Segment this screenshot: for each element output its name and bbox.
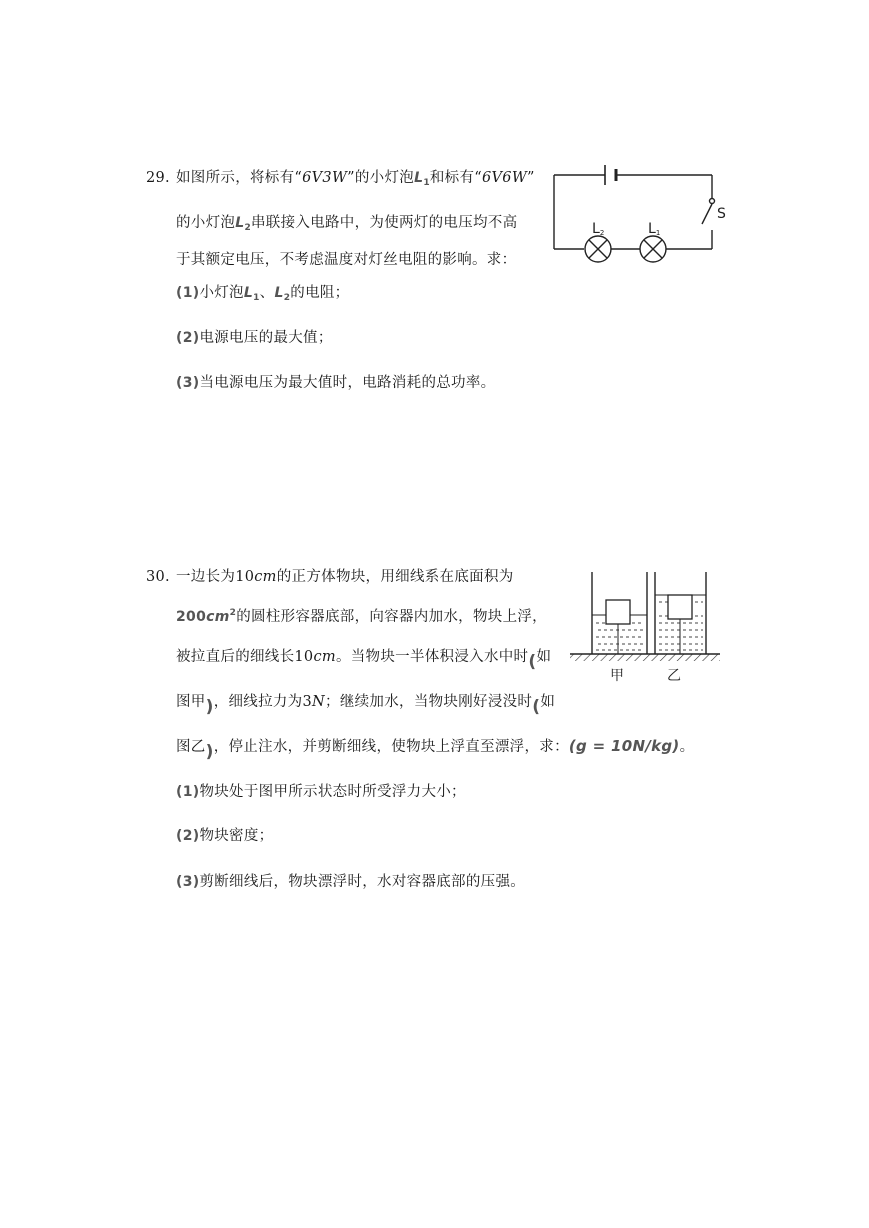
container-a-label: 甲 (610, 668, 624, 684)
lamp-left-label (592, 221, 604, 237)
q30-sub-1 (176, 782, 466, 802)
q29-sub-3 (176, 373, 495, 393)
text: 图甲 (176, 694, 206, 710)
question-number (146, 567, 170, 587)
text: 。当物块一半体积浸入水中时 (335, 649, 529, 665)
container-a (592, 572, 647, 654)
sub-number: (3) (176, 874, 200, 890)
sub-number: (1) (176, 285, 200, 301)
lamp-label: L (592, 221, 600, 237)
q29-line-3 (176, 250, 516, 270)
question-number (146, 168, 170, 188)
symbol-L2 (235, 215, 251, 231)
q30-sub-3 (176, 872, 525, 892)
container-b (655, 572, 706, 654)
text: 的小灯泡 (176, 215, 236, 231)
rating-1: 6V3W (302, 170, 348, 186)
text: 小灯泡 (199, 285, 244, 301)
value: 3 (302, 694, 313, 710)
subscript: 2 (244, 223, 251, 233)
q29-line-1 (176, 168, 535, 193)
symbol-L1 (244, 285, 260, 301)
rating-2: 6V6W (482, 170, 528, 186)
paren-open: ( (532, 697, 541, 717)
text: 的圆柱形容器底部，向容器内加水，物块上浮， (236, 609, 547, 625)
paren-open: ( (528, 652, 537, 672)
g-expression: (g = 10N/kg) (568, 737, 680, 755)
text: ，细线拉力为 (213, 694, 303, 710)
sub-number: (3) (176, 375, 200, 391)
q30-sub-2 (176, 826, 273, 846)
area-unit: cm (206, 609, 230, 625)
text: 。 (679, 739, 695, 755)
symbol: L (414, 170, 424, 186)
q29-sub-1 (176, 283, 349, 308)
sub-number: (2) (176, 828, 200, 844)
text: 于其额定电压，不考虑温度对灯丝电阻的影响。求： (176, 252, 517, 268)
text: ”的小灯泡 (347, 170, 415, 186)
symbol-L2 (274, 285, 290, 301)
lamp-sub: 2 (599, 229, 605, 237)
q30-line-2 (176, 603, 547, 627)
q30-number: 30. (146, 569, 170, 585)
subscript: 1 (423, 178, 430, 188)
q30-line-5 (176, 736, 695, 762)
ground-hatch (570, 654, 720, 661)
text: 被拉直后的细线长 (176, 649, 295, 665)
text: ，停止注水，并剪断细线，使物块上浮直至漂浮，求： (213, 739, 569, 755)
unit: cm (313, 649, 336, 665)
container-b-label: 乙 (667, 668, 681, 684)
q30-line-3 (176, 646, 552, 672)
q30-line-1 (176, 567, 514, 587)
symbol-L1 (414, 170, 430, 186)
text: 物块处于图甲所示状态时所受浮力大小； (199, 784, 466, 800)
text: ” (527, 170, 535, 186)
area-value: 200 (176, 609, 207, 625)
paren-close: ) (205, 697, 214, 717)
sub-number: (1) (176, 784, 200, 800)
text: 、 (259, 285, 275, 301)
circuit-diagram (548, 160, 738, 275)
text: 如 (536, 649, 552, 665)
symbol: L (235, 215, 245, 231)
subscript: 1 (253, 293, 260, 303)
lamp-label: L (648, 221, 656, 237)
value: 10 (235, 569, 255, 585)
paren-close: ) (205, 742, 214, 762)
text: 如 (540, 694, 556, 710)
text: 当电源电压为最大值时，电路消耗的总功率。 (199, 375, 496, 391)
lamp-right-label (648, 221, 660, 237)
text: 剪断细线后，物块漂浮时，水对容器底部的压强。 (199, 874, 526, 890)
unit: cm (254, 569, 277, 585)
unit: N (312, 694, 326, 710)
symbol: L (274, 285, 284, 301)
sub-number: (2) (176, 330, 200, 346)
q29-sub-2 (176, 328, 333, 348)
text: 串联接入电路中，为使两灯的电压均不高 (251, 215, 518, 231)
text: 一边长为 (176, 569, 236, 585)
value: 10 (294, 649, 314, 665)
switch-label: S (717, 206, 726, 222)
text: 物块密度； (199, 828, 274, 844)
q29-number: 29. (146, 170, 170, 186)
text: 电源电压的最大值； (199, 330, 333, 346)
text: ；继续加水，当物块刚好浸没时 (325, 694, 533, 710)
text: 图乙 (176, 739, 206, 755)
containers-diagram (566, 568, 722, 686)
text: 和标有“ (429, 170, 482, 186)
text: 的电阻； (290, 285, 350, 301)
q30-line-4 (176, 691, 556, 717)
text: 的正方体物块，用细线系在底面积为 (276, 569, 514, 585)
text: 如图所示，将标有“ (176, 170, 303, 186)
q29-line-2 (176, 213, 517, 238)
symbol: L (243, 285, 254, 301)
subscript: 2 (283, 293, 291, 303)
area-exponent: 2 (229, 608, 237, 618)
lamp-sub: 1 (655, 229, 661, 237)
